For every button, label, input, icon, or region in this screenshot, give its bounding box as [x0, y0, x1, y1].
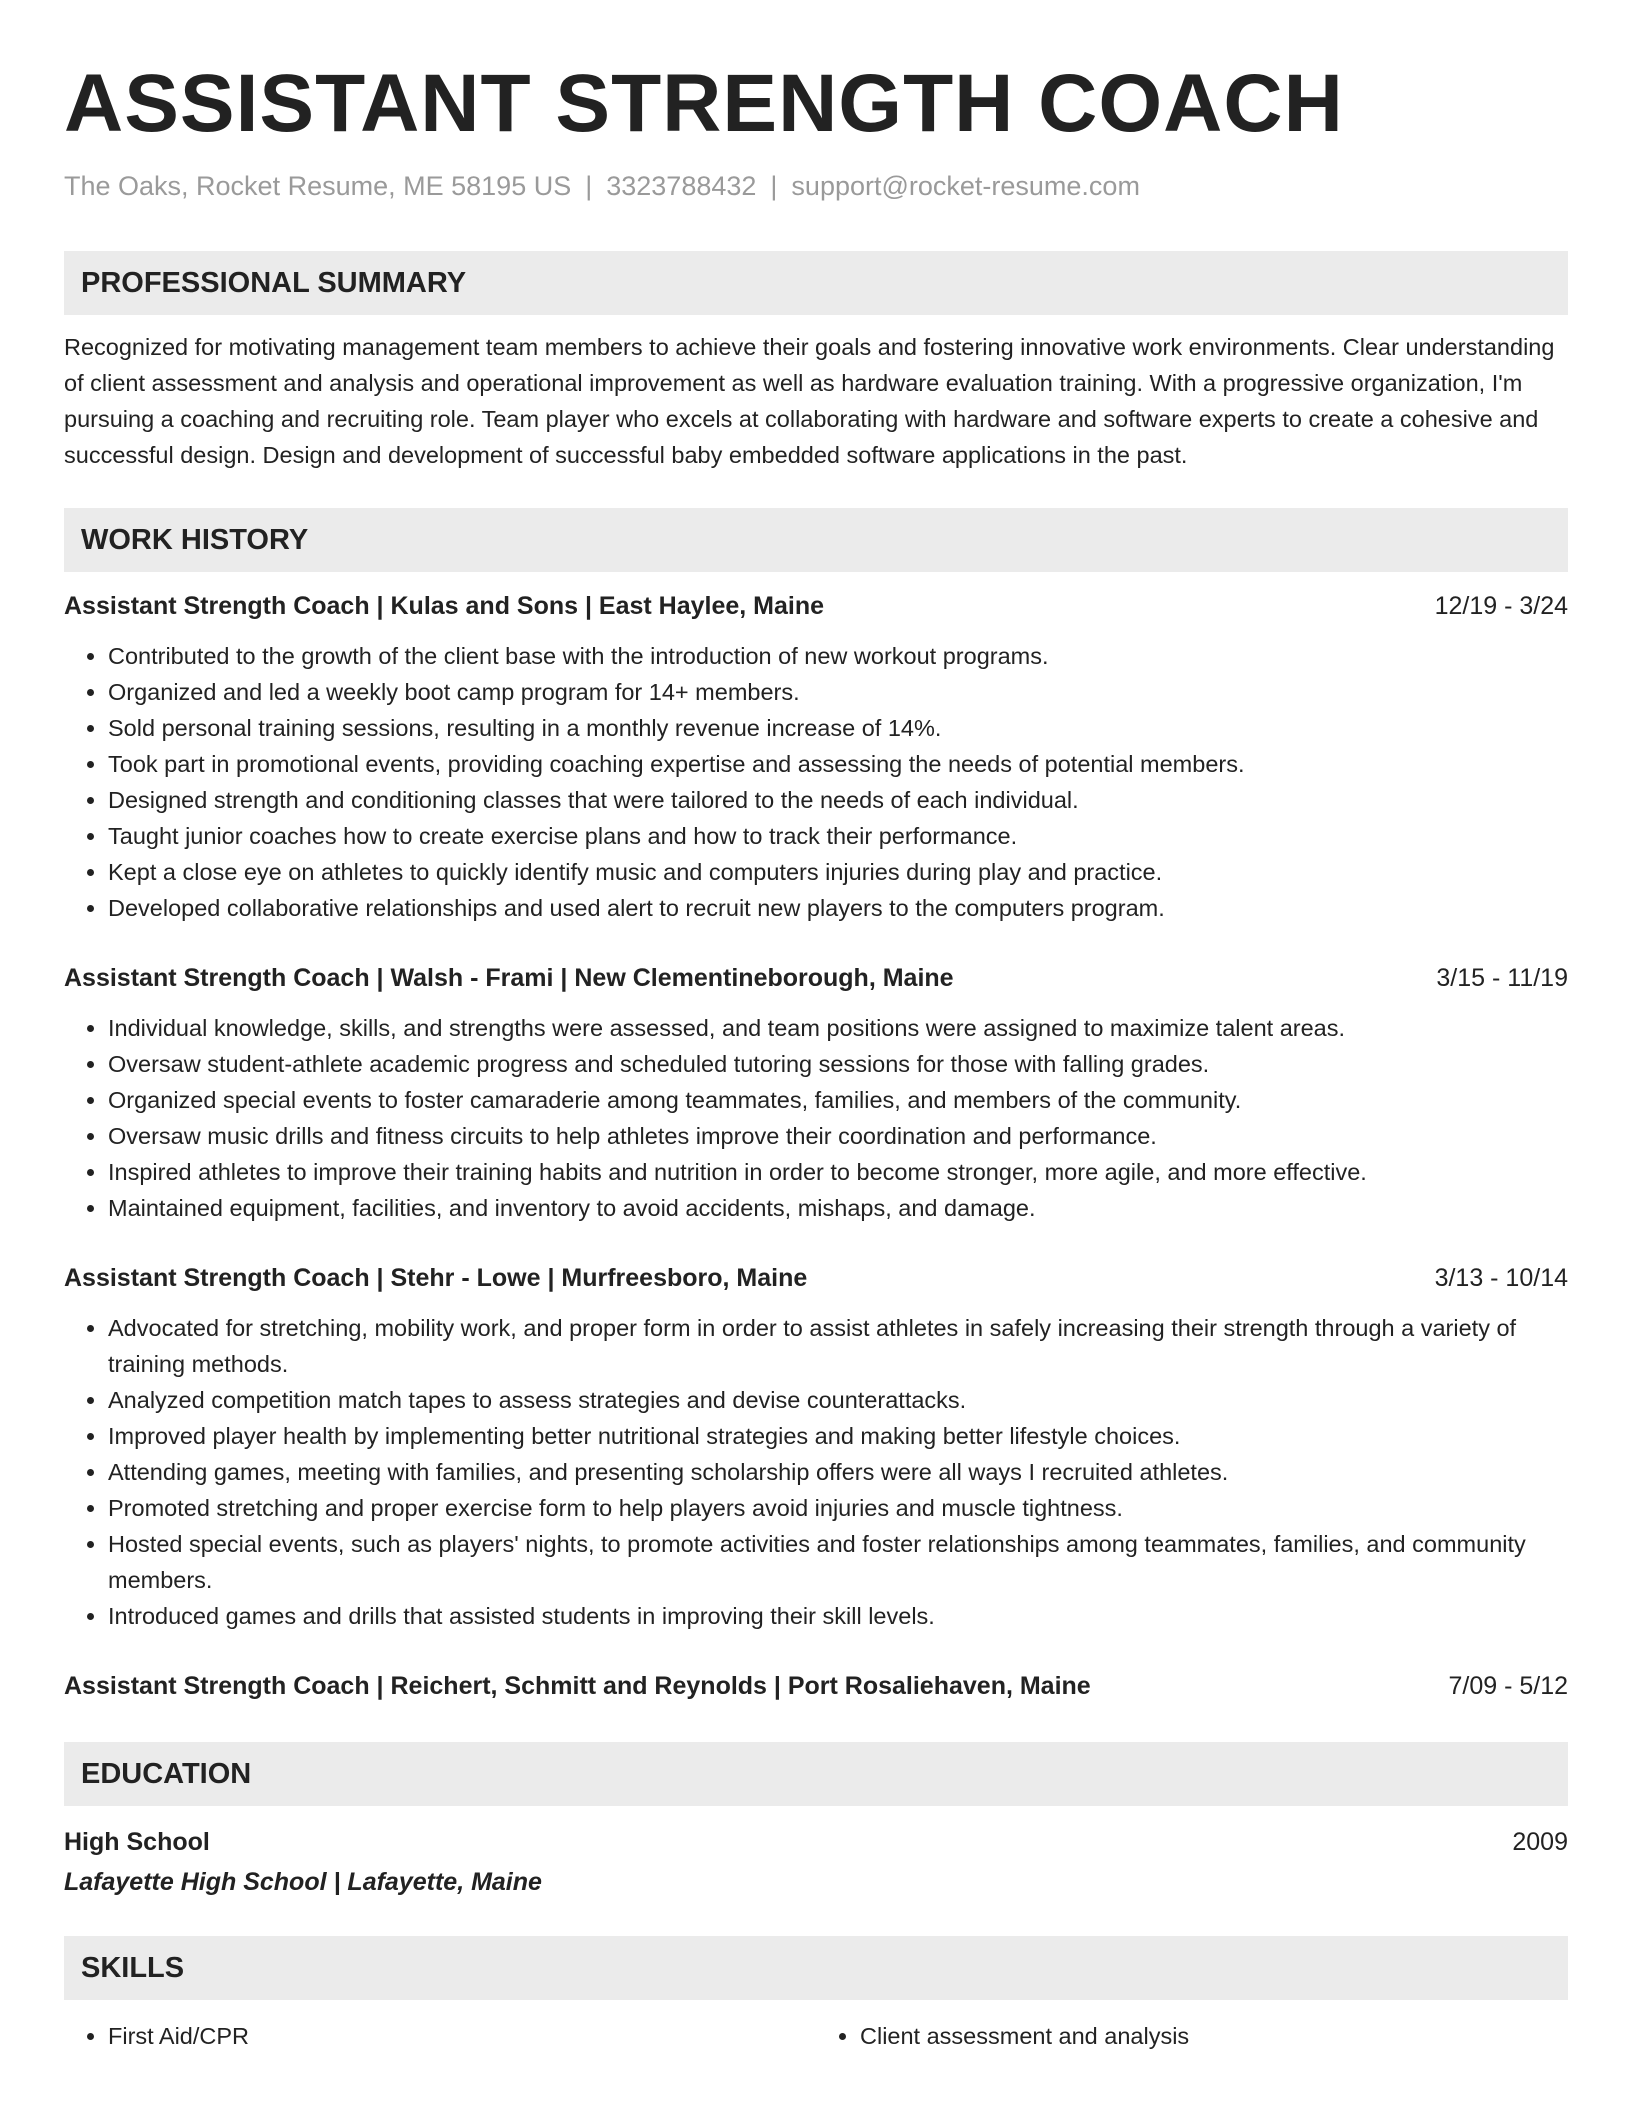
list-item: • Inspired athletes to improve their training habits and nutrition in order to become stronger, more agile, and more effective. [108, 1154, 1568, 1190]
job-dates: 3/15 - 11/19 [1436, 964, 1568, 992]
skills-list [64, 2018, 1568, 2054]
contact-separator: | [585, 171, 593, 201]
job-title: Assistant Strength Coach | Stehr - Lowe | Murfreesboro, Maine [64, 1264, 808, 1292]
education-year: 2009 [1512, 1828, 1568, 1856]
contact-separator: | [770, 171, 778, 201]
job-dates: 12/19 - 3/24 [1434, 592, 1568, 620]
education-heading: EDUCATION [64, 1742, 1568, 1806]
candidate-name: ASSISTANT STRENGTH COACH [64, 58, 1344, 149]
list-item: • Taught junior coaches how to create exercise plans and how to track their performance. [108, 818, 1568, 854]
work-history-list [64, 588, 1568, 1704]
list-item: • Organized special events to foster camaraderie among teammates, families, and members of the community. [108, 1082, 1568, 1118]
education-entry [64, 1824, 1568, 1860]
job-bullets [64, 638, 1568, 926]
summary-text: Recognized for motivating management team members to achieve their goals and fostering innovative work environments. Clear understanding of client assessment and analysis and operational improvement as well as hardware evaluation training. With a progressive organization, I'm pursuing a coaching and recruiting role. Team player who excels at collaborating with hardware and software experts to create a cohesive and successful design. Design and development of successful baby embedded software applications in the past. [64, 334, 1555, 468]
list-item: • Contributed to the growth of the client base with the introduction of new workout programs. [108, 638, 1568, 674]
list-item: • Promoted stretching and proper exercise form to help players avoid injuries and muscle tightness. [108, 1490, 1568, 1526]
job-header [64, 1668, 1568, 1704]
list-item: • Introduced games and drills that assisted students in improving their skill levels. [108, 1598, 1568, 1634]
list-item: • Oversaw music drills and fitness circuits to help athletes improve their coordination and performance. [108, 1118, 1568, 1154]
list-item: • Individual knowledge, skills, and strengths were assessed, and team positions were assigned to maximize talent areas. [108, 1010, 1568, 1046]
job-header [64, 1260, 1568, 1296]
job-header [64, 960, 1568, 996]
job-entry [64, 1668, 1568, 1704]
summary-heading: PROFESSIONAL SUMMARY [64, 251, 1568, 315]
skills-column-right [816, 2018, 1568, 2054]
list-item: • Kept a close eye on athletes to quickly identify music and computers injuries during play and practice. [108, 854, 1568, 890]
skills-column-left [64, 2018, 816, 2054]
skills-heading: SKILLS [64, 1936, 1568, 2000]
list-item: • Sold personal training sessions, resulting in a monthly revenue increase of 14%. [108, 710, 1568, 746]
list-item: • Developed collaborative relationships and used alert to recruit new players to the computers program. [108, 890, 1568, 926]
list-item: • Hosted special events, such as players' nights, to promote activities and foster relationships among teammates, families, and community members. [108, 1526, 1568, 1598]
contact-phone: 3323788432 [606, 171, 757, 201]
job-dates: 7/09 - 5/12 [1448, 1672, 1568, 1700]
list-item: • Advocated for stretching, mobility work, and proper form in order to assist athletes in safely increasing their strength through a variety of training methods. [108, 1310, 1568, 1382]
skill-item: • First Aid/CPR [108, 2018, 816, 2054]
job-entry [64, 588, 1568, 926]
list-item: • Organized and led a weekly boot camp program for 14+ members. [108, 674, 1568, 710]
list-item: • Oversaw student-athlete academic progress and scheduled tutoring sessions for those with falling grades. [108, 1046, 1568, 1082]
list-item: • Attending games, meeting with families, and presenting scholarship offers were all ways I recruited athletes. [108, 1454, 1568, 1490]
job-title: Assistant Strength Coach | Walsh - Frami | New Clementineborough, Maine [64, 964, 954, 992]
contact-line [64, 170, 1568, 202]
list-item: • Maintained equipment, facilities, and inventory to avoid accidents, mishaps, and damage. [108, 1190, 1568, 1226]
education-school: Lafayette High School | Lafayette, Maine [64, 1868, 542, 1896]
work-history-heading: WORK HISTORY [64, 508, 1568, 572]
list-item: • Took part in promotional events, providing coaching expertise and assessing the needs of potential members. [108, 746, 1568, 782]
list-item: • Analyzed competition match tapes to assess strategies and devise counterattacks. [108, 1382, 1568, 1418]
job-bullets [64, 1010, 1568, 1226]
job-title: Assistant Strength Coach | Kulas and Sons | East Haylee, Maine [64, 592, 825, 620]
job-header [64, 588, 1568, 624]
contact-address: The Oaks, Rocket Resume, ME 58195 US [64, 171, 572, 201]
list-item: • Designed strength and conditioning classes that were tailored to the needs of each individual. [108, 782, 1568, 818]
education-degree: High School [64, 1828, 210, 1856]
job-entry [64, 1260, 1568, 1634]
job-bullets [64, 1310, 1568, 1634]
job-entry [64, 960, 1568, 1226]
list-item: • Improved player health by implementing better nutritional strategies and making better lifestyle choices. [108, 1418, 1568, 1454]
job-title: Assistant Strength Coach | Reichert, Schmitt and Reynolds | Port Rosaliehaven, Maine [64, 1672, 1091, 1700]
skill-item: • Client assessment and analysis [860, 2018, 1568, 2054]
job-dates: 3/13 - 10/14 [1434, 1264, 1568, 1292]
contact-email: support@rocket-resume.com [791, 171, 1140, 201]
